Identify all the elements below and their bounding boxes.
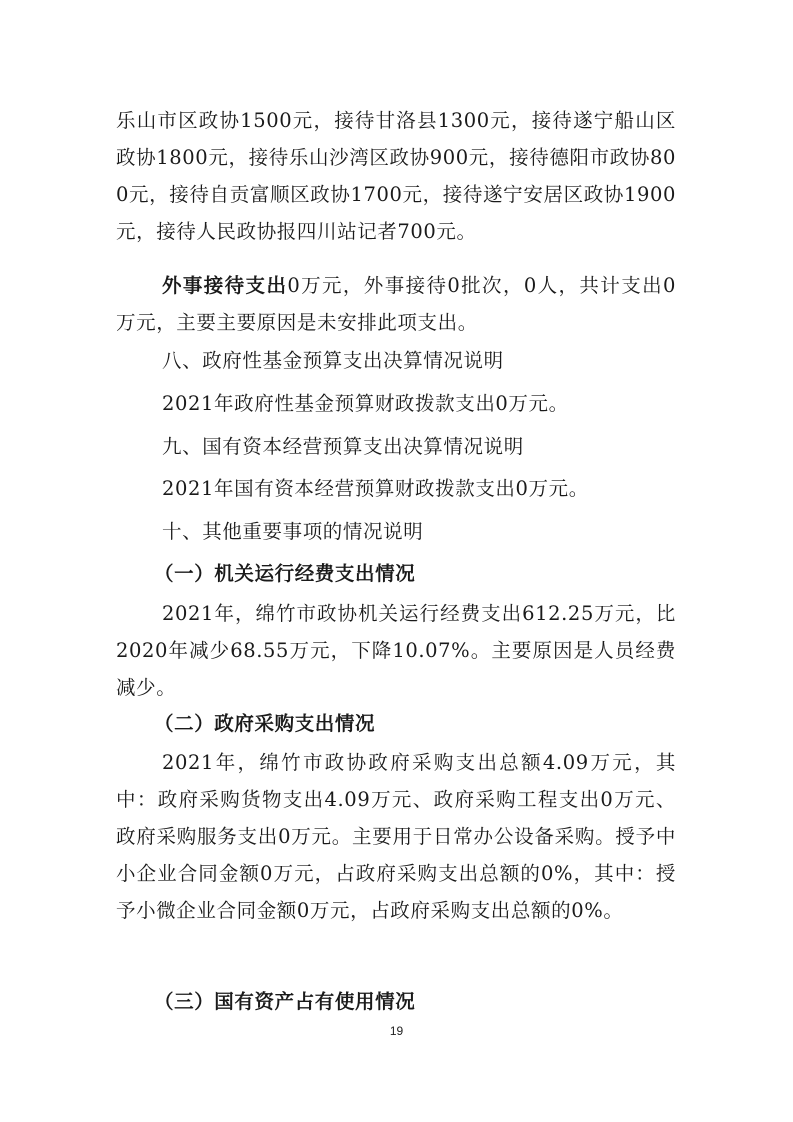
- subsection-1-body: 2021年，绵竹市政协机关运行经费支出612.25万元，比2020年减少68.55万元，下降10.07%。主要原因是人员经费减少。: [116, 602, 676, 699]
- section-8-body: 2021年政府性基金预算财政拨款支出0万元。: [162, 392, 569, 415]
- section-9-heading: 九、国有资本经营预算支出决算情况说明: [162, 435, 524, 458]
- subsection-3-heading: （三）国有资产占有使用情况: [154, 990, 416, 1013]
- section-9-body: 2021年国有资本经营预算财政拨款支出0万元。: [162, 477, 589, 500]
- subsection-2-heading: （二）政府采购支出情况: [154, 712, 376, 735]
- foreign-reception-lead: 外事接待支出: [162, 274, 288, 297]
- subsection-1-heading: （一）机关运行经费支出情况: [154, 562, 416, 585]
- section-10-heading: 十、其他重要事项的情况说明: [162, 520, 424, 543]
- subsection-2-body: 2021年，绵竹市政协政府采购支出总额4.09万元，其中：政府采购货物支出4.09万元、政府采购工程支出0万元、政府采购服务支出0万元。主要用于日常办公设备采购。授予中小企业合同金额0万元，占政府采购支出总额的0%，其中：授予小微企业合同金额0万元，占政府采购支出总额的0%。: [116, 751, 676, 922]
- section-8-heading: 八、政府性基金预算支出决算情况说明: [162, 349, 504, 372]
- reception-continued-paragraph: 乐山市区政协1500元，接待甘洛县1300元，接待遂宁船山区政协1800元，接待乐山沙湾区政协900元，接待德阳市政协800元，接待自贡富顺区政协1700元，接待遂宁安居区政协1900元，接待人民政协报四川站记者700元。: [116, 109, 676, 243]
- foreign-reception-paragraph: [116, 267, 676, 341]
- page-number: 19: [389, 1024, 404, 1038]
- foreign-reception-text: 0万元，外事接待0批次，0人，共计支出0万元，主要主要原因是未安排此项支出。: [116, 274, 676, 334]
